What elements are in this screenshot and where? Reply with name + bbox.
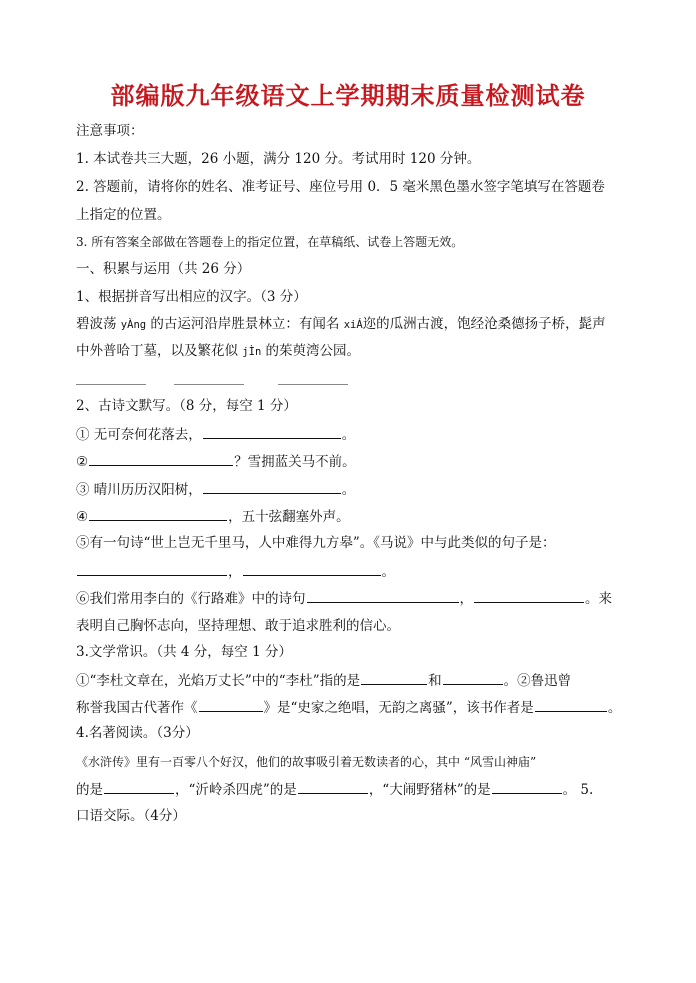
answer-blank-2[interactable] [174, 384, 244, 385]
answer-blank[interactable] [361, 670, 427, 685]
q4-l2-a: 的是 [76, 782, 103, 798]
q2-d-end: ，五十弦翻塞外声。 [228, 509, 350, 525]
answer-blank[interactable] [203, 424, 341, 439]
note-2-cont: 上指定的位置。 [76, 207, 171, 223]
q3-line1 [76, 670, 571, 691]
answer-blank-3[interactable] [278, 384, 348, 385]
answer-blank[interactable] [474, 588, 584, 603]
q3-l2-c: 。 [607, 700, 622, 716]
q2-b-text: ② [76, 454, 89, 470]
pinyin-1: yÀng [120, 319, 147, 331]
q2-e2-end: 。 [381, 564, 395, 580]
answer-blank-1[interactable] [76, 384, 146, 385]
q2-a-end: 。 [341, 427, 356, 443]
q4-title: 4.名著阅读。（3分） [76, 725, 199, 741]
q3-l1-b: 和 [428, 673, 442, 689]
q2-e2-mid: ， [228, 564, 242, 580]
answer-blank[interactable] [203, 479, 341, 494]
q2-f-mid: ， [459, 591, 473, 607]
q4-l2-d: 。 5. [562, 782, 594, 798]
q2-e2 [76, 561, 395, 582]
q1-line2 [76, 341, 360, 362]
q4-line2 [76, 779, 593, 800]
answer-blank[interactable] [199, 697, 263, 712]
q4-line1: 《水浒传》里有一百零八个好汉，他们的故事吸引着无数读者的心，其中 “风雪山神庙” [76, 755, 537, 769]
q3-l1-c: 。②鲁迅曾 [503, 673, 572, 689]
q2-title: 2、古诗文默写。（8 分，每空 1 分） [76, 398, 297, 414]
note-2: 2. 答题前，请将你的姓名、准考证号、座位号用 0．5 毫米黑色墨水签字笔填写在答题卷 [76, 179, 605, 195]
q1-text-d: 中外普哈丁墓，以及繁花似 [76, 343, 243, 359]
q3-l1-a: ①“李杜文章在，光焰万丈长”中的“李杜”指的是 [76, 673, 361, 689]
answer-blank[interactable] [243, 561, 381, 576]
answer-blank[interactable] [77, 561, 227, 576]
notes-heading: 注意事项： [76, 123, 144, 139]
note-3: 3. 所有答案全部做在答题卷上的指定位置，在草稿纸、试卷上答题无效。 [76, 235, 464, 249]
q3-l2-b: 》是“史家之绝唱，无韵之离骚”，该书作者是 [263, 700, 534, 716]
q2-c [76, 479, 355, 500]
answer-blank[interactable] [535, 697, 607, 712]
answer-blank[interactable] [307, 588, 459, 603]
q2-f2: 表明自己胸怀志向，坚持理想、敢于追求胜利的信心。 [76, 618, 400, 634]
answer-blank[interactable] [89, 451, 233, 466]
q2-e: ⑤有一句诗“世上岂无千里马，人中难得九方皋”。《马说》中与此类似的句子是： [76, 535, 556, 551]
q3-line2 [76, 697, 621, 718]
pinyin-2: xiÁ [343, 319, 363, 331]
q3-l2-a: 称誉我国古代著作《 [76, 700, 198, 716]
q5-title: 口语交际。（4分） [76, 808, 186, 824]
answer-blank[interactable] [89, 506, 227, 521]
page-title: 部编版九年级语文上学期期末质量检测试卷 [110, 82, 586, 110]
answer-blank[interactable] [492, 779, 562, 794]
q2-d [76, 506, 350, 527]
q1-text-c: 迩的瓜洲古渡，饱经沧桑德扬子桥，髭声 [362, 316, 606, 332]
q4-l2-c: ，“大闹野猪林”的是 [368, 782, 491, 798]
q2-d-text: ④ [76, 509, 89, 525]
q2-c-end: 。 [341, 482, 356, 498]
q1-line1 [76, 314, 606, 335]
answer-blank[interactable] [443, 670, 503, 685]
q4-l2-b: ，“沂岭杀四虎”的是 [175, 782, 297, 798]
q2-b [76, 451, 356, 472]
q2-f-text: ⑥我们常用李白的《行路难》中的诗句 [76, 591, 306, 607]
q1-text-a: 碧波荡 [76, 316, 121, 332]
q2-a-text: ① 无可奈何花落去， [76, 427, 202, 443]
answer-blank[interactable] [298, 779, 368, 794]
section1-heading: 一、积累与运用（共 26 分） [76, 261, 251, 277]
q2-b-end: ？雪拥蓝关马不前。 [234, 454, 356, 470]
q2-a [76, 424, 355, 445]
q2-c-text: ③ 晴川历历汉阳树， [76, 482, 202, 498]
q1-text-b: 的古运河沿岸胜景林立：有闻名 [146, 316, 344, 332]
q2-f-end: 。来 [585, 591, 612, 607]
note-1: 1. 本试卷共三大题，26 小题，满分 120 分。考试用时 120 分钟。 [76, 151, 481, 167]
q1-title: 1、根据拼音写出相应的汉字。（3 分） [76, 289, 307, 305]
answer-blank[interactable] [104, 779, 174, 794]
q1-text-e: 的茱萸湾公园。 [261, 343, 361, 359]
pinyin-3: jÌn [242, 346, 262, 358]
q3-title: 3.文学常识。（共 4 分，每空 1 分） [76, 644, 292, 660]
q2-f [76, 588, 612, 609]
